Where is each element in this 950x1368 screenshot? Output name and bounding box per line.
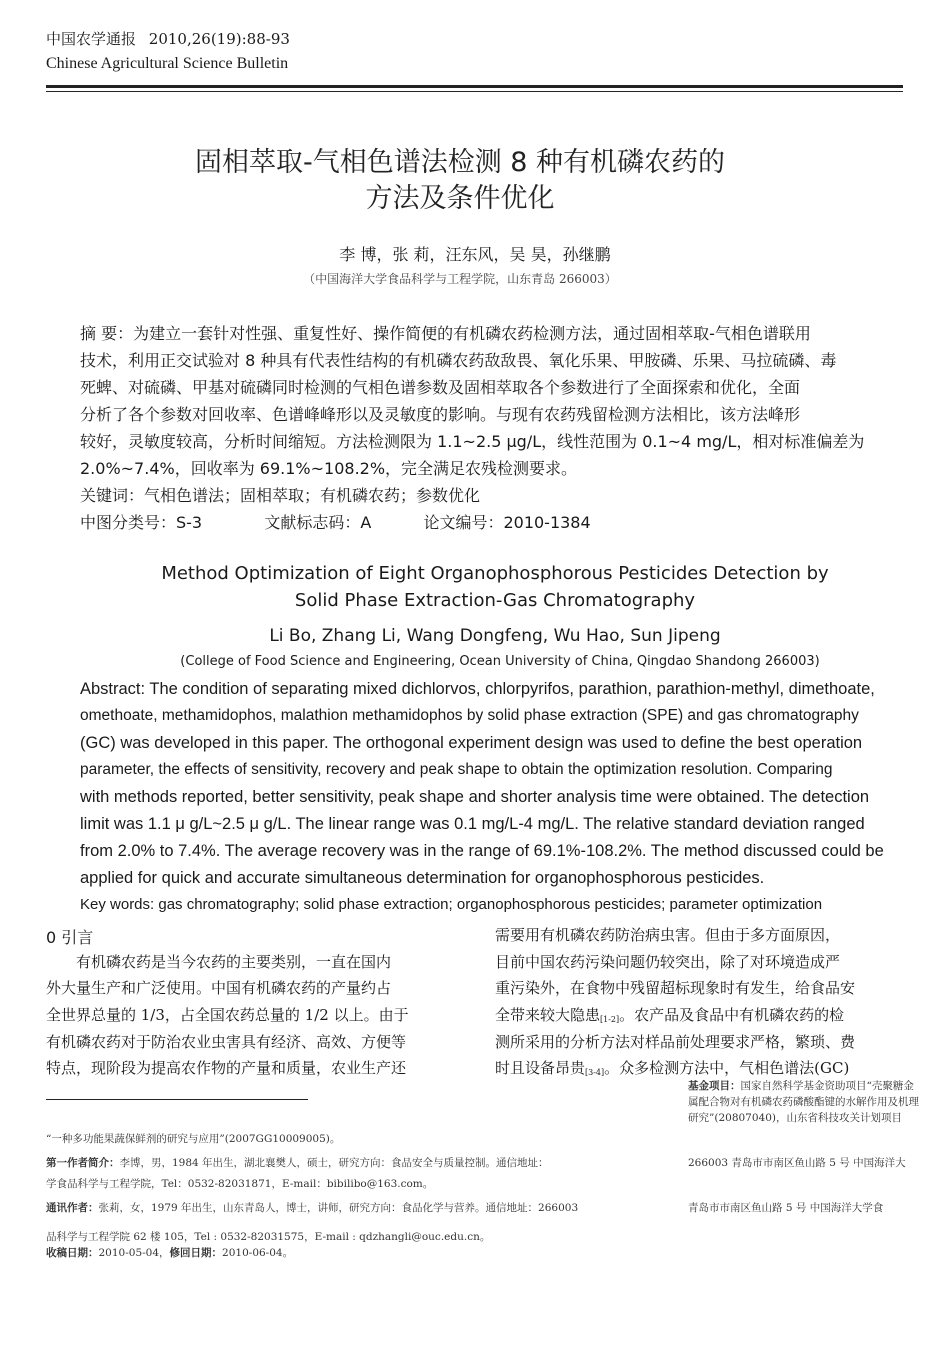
intro-left-line: 外大量生产和广泛使用。中国有机磷农药的产量约占 (46, 979, 392, 997)
abstract-cn-line: 较好，灵敏度较高，分析时间缩短。方法检测限为 1.1~2.5 μg/L，线性范围为 0.1~4 mg/L，相对标准偏差为 (80, 432, 865, 451)
section-heading-introduction: 0 引言 (46, 928, 94, 947)
fund-label: 基金项目： (688, 1080, 741, 1092)
footnote-corresponding-cont: 品科学与工程学院 62 楼 105，Tel : 0532-82031575，E-mail : qdzhangli@ouc.edu.cn。 (46, 1231, 491, 1243)
citation-ref[interactable]: [3-4] (585, 1068, 605, 1077)
revised-date: 2010-06-04。 (222, 1247, 294, 1259)
abstract-en-line: parameter, the effects of sensitivity, recovery and peak shape to obtain the optimization resolution. Comparing (80, 761, 833, 778)
intro-right-line: 时且设备昂贵[3-4]。众多检测方法中，气相色谱法(GC) (495, 1059, 850, 1077)
abstract-en-line: Abstract: The condition of separating mixed dichlorvos, chlorpyrifos, parathion, parathion-methyl, dimethoate, (80, 680, 875, 698)
clc-number: 中图分类号：S-3 (80, 513, 203, 532)
intro-left-line: 有机磷农药是当今农药的主要类别，一直在国内 (76, 953, 392, 971)
abstract-cn-line: 2.0%~7.4%，回收率为 69.1%~108.2%，完全满足农残检测要求。 (80, 459, 578, 478)
keywords-en: Key words: gas chromatography; solid phase extraction; organophosphorous pesticides; parameter optimization (80, 896, 823, 913)
abstract-en-line: from 2.0% to 7.4%. The average recovery was in the range of 69.1%-108.2%. The method discussed could be (80, 842, 884, 860)
footnote-corresponding-address: 青岛市市南区鱼山路 5 号 中国海洋大学食 (688, 1202, 884, 1214)
footnote-rule (46, 1099, 308, 1100)
journal-issue: 2010,26(19):88-93 (148, 30, 290, 48)
received-date: 2010-05-04， (98, 1247, 170, 1259)
footnote-project: “一种多功能果蔬保鲜剂的研究与应用”(2007GG10009005)。 (46, 1133, 341, 1145)
journal-header (46, 28, 290, 49)
abstract-cn-line: 摘 要：为建立一套针对性强、重复性好、操作简便的有机磷农药检测方法，通过固相萃取-气相色谱联用 (80, 324, 811, 343)
document-code: 文献标志码：A (264, 513, 372, 532)
intro-right-line: 需要用有机磷农药防治病虫害。但由于多方面原因， (495, 926, 841, 944)
footnote-first-author-cont: 学食品科学与工程学院，Tel：0532-82031871，E-mail：bibilibo@163.com。 (46, 1178, 434, 1190)
affiliation-en: (College of Food Science and Engineering, Ocean University of China, Qingdao Shandong 266003) (180, 654, 820, 669)
title-cn-line-1: 固相萃取-气相色谱法检测 8 种有机磷农药的 (194, 147, 726, 178)
affiliation-cn: （中国海洋大学食品科学与工程学院，山东青岛 266003） (303, 272, 617, 286)
paper-number: 论文编号：2010-1384 (423, 513, 591, 532)
classification-row (80, 510, 591, 533)
abstract-cn-line: 死蜱、对硫磷、甲基对硫磷同时检测的气相色谱参数及固相萃取各个参数进行了全面探索和优化，全面 (80, 378, 801, 397)
abstract-en-line: limit was 1.1 μ g/L~2.5 μ g/L. The linear range was 0.1 mg/L-4 mg/L. The relative standard deviation ranged (80, 815, 865, 833)
abstract-en-line: omethoate, methamidophos, malathion methamidophos by solid phase extraction (SPE) and gas chromatography (80, 707, 859, 724)
title-en-line-1: Method Optimization of Eight Organophosphorous Pesticides Detection by (161, 563, 829, 584)
intro-left-line: 有机磷农药对于防治农业虫害具有经济、高效、方便等 (46, 1033, 407, 1051)
journal-name-cn: 中国农学通报 (46, 30, 137, 48)
fund-line: 基金项目：国家自然科学基金资助项目“壳聚糖金 (688, 1080, 914, 1092)
header-rule-thick (46, 85, 903, 88)
abstract-en-line: with methods reported, better sensitivity, peak shape and shorter analysis time were obtained. The detection (80, 788, 870, 806)
citation-ref[interactable]: [1-2] (600, 1015, 620, 1024)
footnote-corresponding: 通讯作者：张莉，女，1979 年出生，山东青岛人，博士，讲师，研究方向：食品化学与营养。通信地址：266003 (46, 1202, 579, 1214)
intro-right-line: 重污染外，在食物中残留超标现象时有发生，给食品安 (495, 979, 856, 997)
title-cn-line-2: 方法及条件优化 (365, 183, 555, 214)
intro-left-line: 特点，现阶段为提高农作物的产量和质量，农业生产还 (46, 1059, 407, 1077)
title-en-line-2: Solid Phase Extraction-Gas Chromatography (294, 590, 696, 611)
fund-line: 研究”(20807040)，山东省科技攻关计划项目 (688, 1112, 903, 1124)
footnote-first-author-address: 266003 青岛市市南区鱼山路 5 号 中国海洋大 (688, 1157, 906, 1169)
abstract-en-line: (GC) was developed in this paper. The orthogonal experiment design was used to define the best operation (80, 734, 863, 752)
intro-right-line: 测所采用的分析方法对样品前处理要求严格，繁琐、费 (495, 1033, 856, 1051)
abstract-en-line: applied for quick and accurate simultaneous determination for organophosphorous pesticides. (80, 869, 765, 887)
authors-en: Li Bo, Zhang Li, Wang Dongfeng, Wu Hao, Sun Jipeng (269, 626, 721, 646)
footnote-first-author: 第一作者简介：李博，男，1984 年出生，湖北襄樊人，硕士，研究方向：食品安全与质量控制。通信地址： (46, 1157, 549, 1169)
keywords-cn: 关键词：气相色谱法；固相萃取；有机磷农药；参数优化 (80, 486, 481, 505)
abstract-cn-line: 技术，利用正交试验对 8 种具有代表性结构的有机磷农药敌敌畏、氧化乐果、甲胺磷、乐果、马拉硫磷、毒 (80, 351, 837, 370)
journal-name-en: Chinese Agricultural Science Bulletin (46, 55, 289, 72)
intro-left-line: 全世界总量的 1/3，占全国农药总量的 1/2 以上。由于 (46, 1006, 409, 1024)
fund-line: 属配合物对有机磷农药磷酸酯键的水解作用及机理 (688, 1096, 919, 1108)
footnote-dates: 收稿日期：2010-05-04，修回日期：2010-06-04。 (46, 1247, 294, 1259)
authors-cn: 李 博，张 莉，汪东风，吴 昊，孙继鹏 (339, 245, 611, 264)
header-rule-thin (46, 91, 903, 92)
abstract-cn-line: 分析了各个参数对回收率、色谱峰峰形以及灵敏度的影响。与现有农药残留检测方法相比，该方法峰形 (80, 405, 801, 424)
intro-right-line: 全带来较大隐患[1-2]。农产品及食品中有机磷农药的检 (495, 1006, 845, 1024)
intro-right-line: 目前中国农药污染问题仍较突出，除了对环境造成严 (495, 953, 841, 971)
